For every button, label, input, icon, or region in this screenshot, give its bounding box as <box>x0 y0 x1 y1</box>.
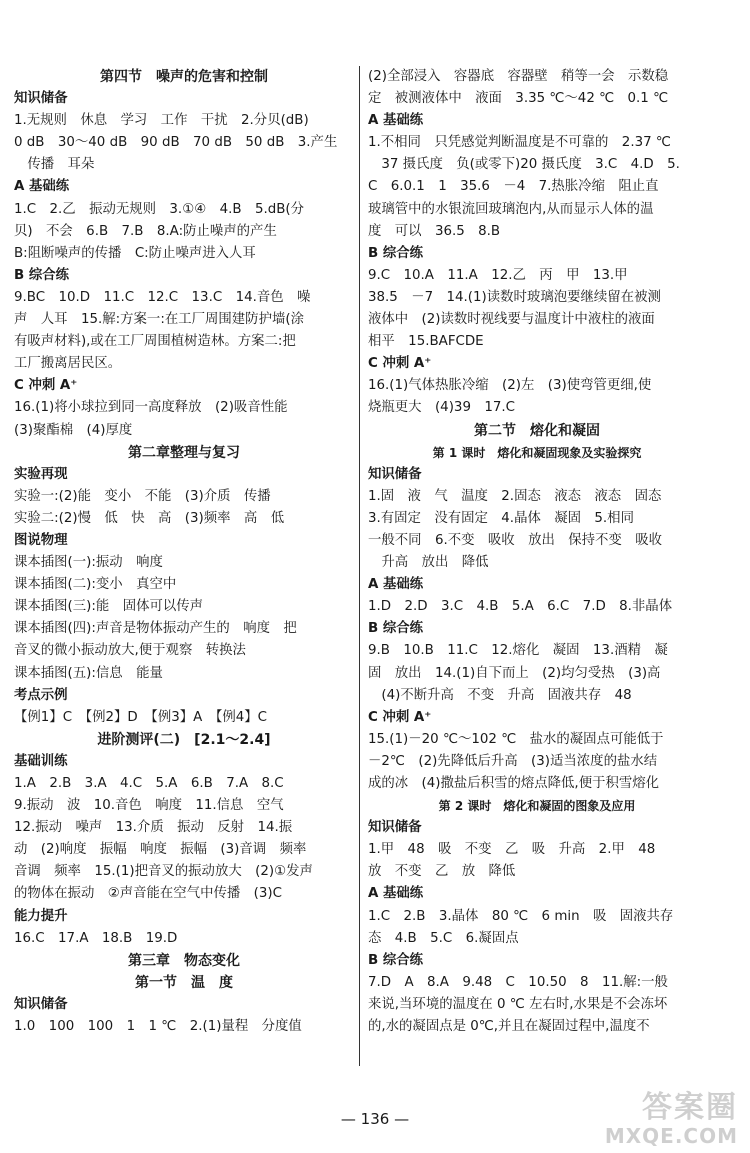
text-line: 一般不同 6.不变 吸收 放出 保持不变 吸收 <box>368 532 662 548</box>
section-title: 第三章 物态变化 <box>128 952 240 969</box>
text-line: 9.C 10.A 11.A 12.乙 丙 甲 13.甲 <box>368 267 628 283</box>
lesson-title: 第 1 课时 熔化和凝固现象及实验探究 <box>432 445 642 460</box>
text-line: 态 4.B 5.C 6.凝固点 <box>368 930 519 946</box>
text-line: 1.不相同 只凭感觉判断温度是不可靠的 2.37 ℃ <box>368 135 671 151</box>
text-line: 1.A 2.B 3.A 4.C 5.A 6.B 7.A 8.C <box>14 776 284 791</box>
text-line: 1.甲 48 吸 不变 乙 吸 升高 2.甲 48 <box>368 842 656 858</box>
text-line: 有吸声材料),或在工厂周围植树造林。方案二:把 <box>14 334 296 350</box>
text-line: 38.5 －7 14.(1)读数时玻璃泡要继续留在被测 <box>368 289 661 305</box>
text-line: 声 人耳 15.解:方案一:在工厂周围建防护墙(涂 <box>14 312 304 328</box>
subsection-heading: A 基础练 <box>368 886 424 902</box>
watermark-logo: 答案圈 <box>642 1090 738 1125</box>
text-line: 37 摄氏度 负(或零下)20 摄氏度 3.C 4.D 5. <box>368 157 680 173</box>
text-line: 9.振动 波 10.音色 响度 11.信息 空气 <box>14 798 284 814</box>
subsection-heading: 考点示例 <box>14 687 68 703</box>
text-line: 1.固 液 气 温度 2.固态 液态 液态 固态 <box>368 488 662 504</box>
subsection-heading: A 基础练 <box>368 577 424 593</box>
text-line: 实验一:(2)能 变小 不能 (3)介质 传播 <box>14 488 271 504</box>
text-line: 放 不变 乙 放 降低 <box>368 864 516 880</box>
text-line: 课本插图(二):变小 真空中 <box>14 577 177 593</box>
subsection-heading: 知识储备 <box>14 996 68 1012</box>
subsection-heading: 能力提升 <box>14 908 68 924</box>
text-line: 课本插图(一):振动 响度 <box>14 555 163 571</box>
text-line: 的物体在振动 ②声音能在空气中传播 (3)C <box>14 886 282 902</box>
text-line: 课本插图(五):信息 能量 <box>14 665 163 681</box>
text-line: －2℃ (2)先降低后升高 (3)适当浓度的盐水结 <box>368 753 658 769</box>
text-line: 动 (2)响度 振幅 响度 振幅 (3)音调 频率 <box>14 842 307 858</box>
text-line: 9.BC 10.D 11.C 12.C 13.C 14.音色 噪 <box>14 289 311 305</box>
text-line: 1.C 2.乙 振动无规则 3.①④ 4.B 5.dB(分 <box>14 201 305 217</box>
column-divider <box>359 66 360 1066</box>
subsection-heading: A 基础练 <box>368 113 424 129</box>
subsection-heading: 图说物理 <box>14 532 68 548</box>
section-title: 第二节 熔化和凝固 <box>474 422 600 439</box>
text-line: 1.无规则 休息 学习 工作 干扰 2.分贝(dB) <box>14 113 309 129</box>
lesson-title: 第 2 课时 熔化和凝固的图象及应用 <box>438 799 636 814</box>
text-line: 0 dB 30～40 dB 90 dB 70 dB 50 dB 3.产生 <box>14 135 338 151</box>
subsection-heading: 知识储备 <box>14 91 68 107</box>
text-line: 音调 频率 15.(1)把音叉的振动放大 (2)①发声 <box>14 864 313 880</box>
text-line: 12.振动 噪声 13.介质 振动 反射 14.振 <box>14 820 293 836</box>
subsection-heading: 知识储备 <box>368 820 422 836</box>
text-line: 实验二:(2)慢 低 快 高 (3)频率 高 低 <box>14 510 285 526</box>
page-number: — 136 — <box>340 1110 410 1128</box>
subsection-heading: C 冲刺 A⁺ <box>368 709 432 725</box>
section-title: 进阶测评(二) [2.1～2.4] <box>97 731 271 748</box>
text-line: 工厂搬离居民区。 <box>14 356 122 372</box>
text-line: 1.0 100 100 1 1 ℃ 2.(1)量程 分度值 <box>14 1019 302 1035</box>
text-line: 来说,当环境的温度在 0 ℃ 左右时,水果是不会冻坏 <box>368 996 668 1012</box>
subsection-heading: B 综合练 <box>368 952 424 968</box>
text-line: (3)聚酯棉 (4)厚度 <box>14 422 133 438</box>
subsection-heading: B 综合练 <box>14 267 70 283</box>
text-line: 3.有固定 没有固定 4.晶体 凝固 5.相同 <box>368 510 634 526</box>
text-line: 的,水的凝固点是 0℃,并且在凝固过程中,温度不 <box>368 1019 650 1035</box>
text-line: 玻璃管中的水银流回玻璃泡内,从而显示人体的温 <box>368 201 654 217</box>
text-line: (2)全部浸入 容器底 容器壁 稍等一会 示数稳 <box>368 69 669 84</box>
text-line: 9.B 10.B 11.C 12.熔化 凝固 13.酒精 凝 <box>368 643 668 659</box>
text-line: 相平 15.BAFCDE <box>368 334 484 350</box>
watermark-url: MXQE.COM <box>604 1124 738 1148</box>
section-title: 第一节 温 度 <box>135 974 233 991</box>
subsection-heading: C 冲刺 A⁺ <box>14 378 78 394</box>
text-line: 7.D A 8.A 9.48 C 10.50 8 11.解:一般 <box>368 974 668 990</box>
text-line: 音叉的微小振动放大,便于观察 转换法 <box>14 643 246 659</box>
text-line: 16.C 17.A 18.B 19.D <box>14 930 178 946</box>
text-line: 课本插图(四):声音是物体振动产生的 响度 把 <box>14 621 297 637</box>
text-line: 16.(1)气体热胀冷缩 (2)左 (3)使弯管更细,使 <box>368 378 652 394</box>
text-line: 升高 放出 降低 <box>368 555 489 571</box>
text-line: 成的冰 (4)撒盐后积雪的熔点降低,便于积雪熔化 <box>368 776 660 791</box>
left-column <box>14 66 354 1038</box>
text-line: 固 放出 14.(1)自下而上 (2)均匀受热 (3)高 <box>368 665 661 681</box>
text-line: 课本插图(三):能 固体可以传声 <box>14 599 204 615</box>
text-line: 16.(1)将小球拉到同一高度释放 (2)吸音性能 <box>14 400 288 416</box>
subsection-heading: B 综合练 <box>368 245 424 261</box>
text-line: B:阻断噪声的传播 C:防止噪声进入人耳 <box>14 245 256 261</box>
text-line: 1.D 2.D 3.C 4.B 5.A 6.C 7.D 8.非晶体 <box>368 599 673 615</box>
subsection-heading: A 基础练 <box>14 179 70 195</box>
text-line: 【例1】C 【例2】D 【例3】A 【例4】C <box>14 709 268 725</box>
text-line: C 6.0.1 1 35.6 －4 7.热胀冷缩 阻止直 <box>368 179 659 195</box>
section-title: 第二章整理与复习 <box>128 444 240 461</box>
subsection-heading: C 冲刺 A⁺ <box>368 356 432 372</box>
section-title: 第四节 噪声的危害和控制 <box>100 69 268 85</box>
right-column <box>368 66 706 1038</box>
text-line: (4)不断升高 不变 升高 固液共存 48 <box>368 687 632 703</box>
text-line: 15.(1)－20 ℃～102 ℃ 盐水的凝固点可能低于 <box>368 731 664 747</box>
subsection-heading: 实验再现 <box>14 466 68 482</box>
text-line: 贝) 不会 6.B 7.B 8.A:防止噪声的产生 <box>14 223 277 239</box>
subsection-heading: B 综合练 <box>368 621 424 637</box>
text-line: 烧瓶更大 (4)39 17.C <box>368 400 515 416</box>
text-line: 1.C 2.B 3.晶体 80 ℃ 6 min 吸 固液共存 <box>368 908 674 924</box>
text-line: 度 可以 36.5 8.B <box>368 223 501 239</box>
text-line: 液体中 (2)读数时视线要与温度计中液柱的液面 <box>368 312 655 328</box>
text-line: 定 被测液体中 液面 3.35 ℃～42 ℃ 0.1 ℃ <box>368 91 669 107</box>
subsection-heading: 知识储备 <box>368 466 422 482</box>
subsection-heading: 基础训练 <box>14 753 68 769</box>
watermark <box>605 1091 738 1147</box>
text-line: 传播 耳朵 <box>14 157 95 173</box>
